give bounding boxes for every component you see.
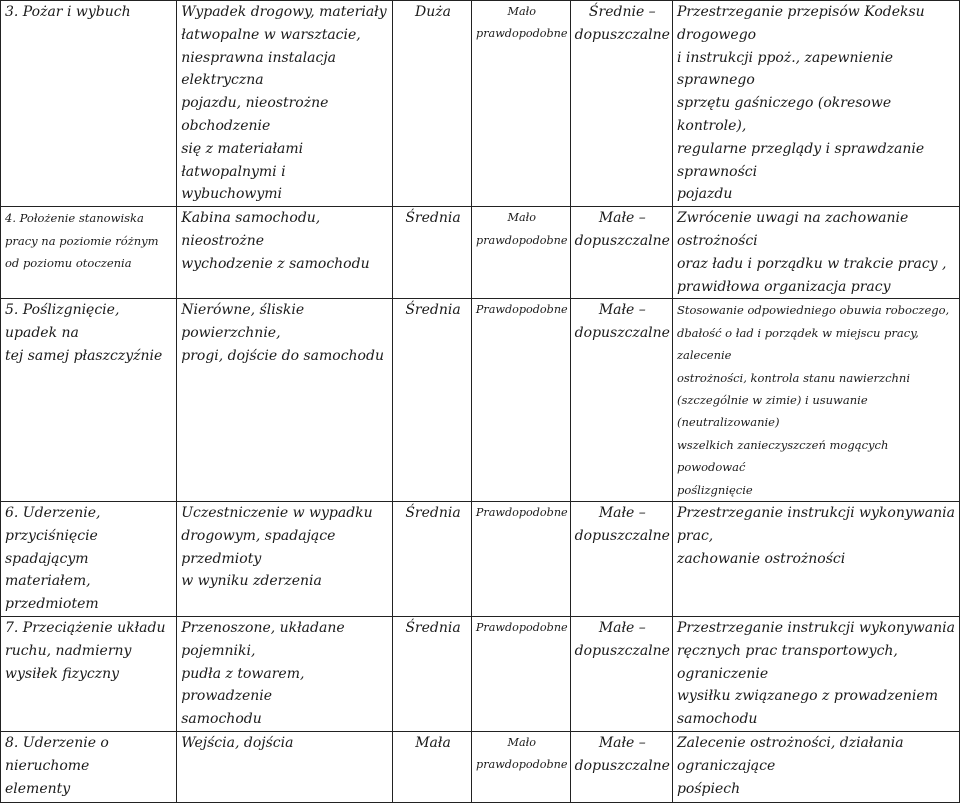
hazard-cell: 8. Uderzenie o nieruchome elementy [1, 731, 177, 802]
risk-cell: Średnie – dopuszczalne [570, 1, 672, 207]
probability-cell: Prawdopodobne [471, 299, 570, 502]
hazard-cell: 4. Położenie stanowiska pracy na poziomie różnym od poziomu otoczenia [1, 207, 177, 299]
probability-cell: Mało prawdopodobne [471, 1, 570, 207]
probability-cell: Mało prawdopodobne [471, 731, 570, 802]
hazard-cell: 7. Przeciążenie układu ruchu, nadmierny wysiłek fizyczny [1, 617, 177, 732]
effects-cell: Średnia [393, 502, 472, 617]
risk-cell: Małe – dopuszczalne [570, 299, 672, 502]
effects-cell: Średnia [393, 207, 472, 299]
measures-cell: Przestrzeganie instrukcji wykonywania prac, zachowanie ostrożności [672, 502, 959, 617]
source-cell: Uczestniczenie w wypadku drogowym, spadające przedmioty w wyniku zderzenia [177, 502, 393, 617]
measures-cell: Zwrócenie uwagi na zachowanie ostrożności oraz ładu i porządku w trakcie pracy , prawidłowa organizacja pracy [672, 207, 959, 299]
effects-cell: Mała [393, 731, 472, 802]
effects-cell: Duża [393, 1, 472, 207]
measures-cell: Przestrzeganie instrukcji wykonywania ręcznych prac transportowych, ograniczenie wysiłku związanego z prowadzeniem samochodu [672, 617, 959, 732]
risk-cell: Małe – dopuszczalne [570, 731, 672, 802]
measures-cell: Zalecenie ostrożności, działania ograniczające pośpiech [672, 731, 959, 802]
source-cell: Przenoszone, układane pojemniki, pudła z towarem, prowadzenie samochodu [177, 617, 393, 732]
measures-cell: Stosowanie odpowiedniego obuwia roboczego, dbałość o ład i porządek w miejscu pracy, zalecenie ostrożności, kontrola stanu nawierzchni (szczególnie w zimie) i usuwanie (neutralizowanie) wszelkich zanieczyszczeń mogących powodować poślizgnięcie [672, 299, 959, 502]
source-cell: Wejścia, dojścia [177, 731, 393, 802]
source-cell: Wypadek drogowy, materiały łatwopalne w warsztacie, niesprawna instalacja elektryczna pojazdu, nieostrożne obchodzenie się z materiałami łatwopalnymi i wybuchowymi [177, 1, 393, 207]
table-row [1, 299, 960, 502]
risk-cell: Małe – dopuszczalne [570, 207, 672, 299]
table-row [1, 1, 960, 207]
probability-cell: Mało prawdopodobne [471, 207, 570, 299]
hazard-cell: 6. Uderzenie, przyciśnięcie spadającym materiałem, przedmiotem [1, 502, 177, 617]
source-cell: Nierówne, śliskie powierzchnie, progi, dojście do samochodu [177, 299, 393, 502]
probability-cell: Prawdopodobne [471, 502, 570, 617]
risk-cell: Małe – dopuszczalne [570, 502, 672, 617]
table-row [1, 617, 960, 732]
measures-cell: Przestrzeganie przepisów Kodeksu drogowego i instrukcji ppoż., zapewnienie sprawnego sprzętu gaśniczego (okresowe kontrole), regularne przeglądy i sprawdzanie sprawności pojazdu [672, 1, 959, 207]
source-cell: Kabina samochodu, nieostrożne wychodzenie z samochodu [177, 207, 393, 299]
hazard-cell: 5. Poślizgnięcie, upadek na tej samej płaszczyźnie [1, 299, 177, 502]
table-row [1, 207, 960, 299]
table-row [1, 731, 960, 802]
effects-cell: Średnia [393, 299, 472, 502]
risk-cell: Małe – dopuszczalne [570, 617, 672, 732]
probability-cell: Prawdopodobne [471, 617, 570, 732]
hazard-cell: 3. Pożar i wybuch [1, 1, 177, 207]
table-row [1, 502, 960, 617]
effects-cell: Średnia [393, 617, 472, 732]
